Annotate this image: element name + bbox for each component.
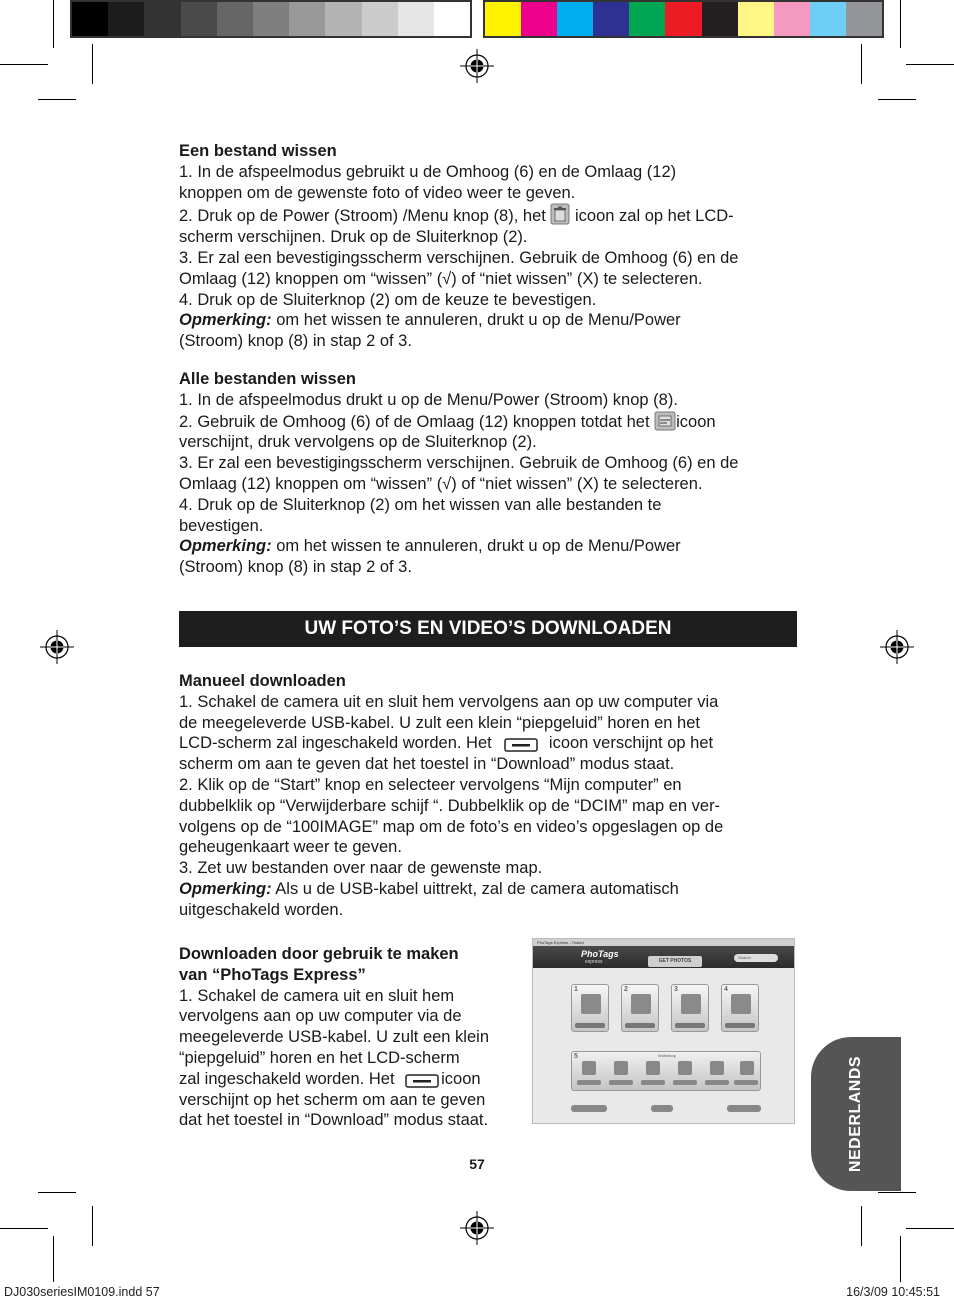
- step-tiles: [571, 984, 759, 1032]
- tools-icon: [631, 994, 651, 1014]
- color-swatch: [702, 2, 738, 36]
- note-label: Opmerking:: [179, 311, 272, 330]
- color-swatch: [144, 2, 180, 36]
- tile-number: 1: [574, 986, 578, 993]
- workshop-tool-icon[interactable]: [582, 1061, 596, 1075]
- text-line: [179, 1069, 529, 1090]
- registration-mark-icon: [460, 1211, 494, 1245]
- registration-mark-icon: [460, 49, 494, 83]
- text-line: verschijnt, druk vervolgens op de Sluiterknop (2).: [179, 433, 537, 452]
- step-tile[interactable]: [671, 984, 709, 1032]
- registration-mark-icon: [40, 630, 74, 664]
- text-line: 3. Zet uw bestanden over naar de gewenste map.: [179, 859, 543, 878]
- crop-mark: [861, 44, 862, 84]
- text-line: dat het toestel in “Download” modus staat.: [179, 1111, 489, 1130]
- text-fragment: 2. Gebruik de Omhoog (6) of de Omlaag (12) knoppen totdat het: [179, 412, 655, 431]
- section-photags-download: [179, 944, 529, 1131]
- color-swatch: [181, 2, 217, 36]
- section-delete-one-file: [179, 141, 799, 352]
- help-button[interactable]: [651, 1105, 673, 1112]
- tile-label: [675, 1023, 705, 1028]
- text-line: (Stroom) knop (8) in stap 2 of 3.: [179, 558, 412, 577]
- crop-mark: [0, 64, 48, 65]
- text-line: scherm verschijnen. Druk op de Sluiterknop (2).: [179, 228, 528, 247]
- text-line: 2. Klik op de “Start” knop en selecteer vervolgens “Mijn computer” en: [179, 775, 682, 794]
- section-manual-download: [179, 671, 799, 921]
- crop-mark: [0, 1228, 48, 1229]
- exit-button[interactable]: [727, 1105, 761, 1112]
- tile-number: 4: [724, 986, 728, 993]
- text-line: 1. Schakel de camera uit en sluit hem: [179, 986, 455, 1005]
- color-swatch: [289, 2, 325, 36]
- get-photos-button[interactable]: GET PHOTOS: [648, 956, 702, 967]
- crop-mark: [38, 99, 76, 100]
- text-line: volgens op de “100IMAGE” map om de foto’s en video’s opgeslagen op de: [179, 817, 724, 836]
- text-line: dubbelklik op “Verwijderbare schijf “. Dubbelklik op de “DCIM” map en ver-: [179, 796, 721, 815]
- tile-number: 2: [624, 986, 628, 993]
- text-fragment: icoon zal op het LCD-: [570, 207, 734, 226]
- step-tile[interactable]: [571, 984, 609, 1032]
- text-line: knoppen om de gewenste foto of video weer te geven.: [179, 183, 576, 202]
- text-line: 1. Schakel de camera uit en sluit hem vervolgens aan op uw computer via: [179, 692, 719, 711]
- crop-mark: [900, 1236, 901, 1282]
- color-swatch: [485, 2, 521, 36]
- color-swatch: [738, 2, 774, 36]
- color-swatch: [108, 2, 144, 36]
- color-swatch: [774, 2, 810, 36]
- text-line: 1. In de afspeelmodus drukt u op de Menu/Power (Stroom) knop (8).: [179, 390, 678, 409]
- preferences-button[interactable]: [571, 1105, 607, 1112]
- crop-mark: [861, 1206, 862, 1246]
- text-line: Omlaag (12) knoppen om “wissen” (√) of “niet wissen” (X) te selecteren.: [179, 474, 703, 493]
- color-swatch: [629, 2, 665, 36]
- note: [179, 310, 799, 331]
- language-label: NEDERLANDS: [847, 1055, 864, 1173]
- grayscale-color-bar: [70, 0, 472, 38]
- workshop-tool-label: [734, 1080, 758, 1085]
- footer-filename: DJ030seriesIM0109.indd 57: [4, 1285, 160, 1299]
- registration-mark-icon: [880, 630, 914, 664]
- color-swatch: [362, 2, 398, 36]
- share-icon: [731, 994, 751, 1014]
- color-swatch: [665, 2, 701, 36]
- text-line: [179, 411, 799, 433]
- color-swatch: [325, 2, 361, 36]
- workshop-tool-icon[interactable]: [710, 1061, 724, 1075]
- usb-download-icon: [405, 1074, 439, 1088]
- text-line: scherm om aan te geven dat het toestel in “Download” modus staat.: [179, 755, 675, 774]
- tile-number: 3: [674, 986, 678, 993]
- workshop-tool-icon[interactable]: [678, 1061, 692, 1075]
- photags-express-screenshot: [532, 938, 795, 1124]
- window-titlebar: PhoTags Express - Trialed: [533, 939, 794, 946]
- workshop-title: Workshop: [658, 1053, 676, 1058]
- usb-download-icon: [504, 738, 538, 752]
- workshop-tool-icon[interactable]: [740, 1061, 754, 1075]
- color-swatch: [521, 2, 557, 36]
- workshop-tool-icon[interactable]: [614, 1061, 628, 1075]
- color-swatch: [217, 2, 253, 36]
- section-header: UW FOTO’S EN VIDEO’S DOWNLOADEN: [179, 611, 797, 647]
- step-tile[interactable]: [721, 984, 759, 1032]
- crop-mark: [878, 1192, 916, 1193]
- text-fragment: 2. Druk op de Power (Stroom) /Menu knop (8), het: [179, 207, 551, 226]
- workshop-tool-label: [641, 1080, 665, 1085]
- photags-logo: PhoTags: [581, 949, 619, 959]
- note: [179, 536, 799, 557]
- note-label: Opmerking:: [179, 879, 272, 898]
- section-title: van “PhoTags Express”: [179, 965, 366, 984]
- crop-mark: [38, 1192, 76, 1193]
- cmyk-color-bar: [483, 0, 884, 38]
- search-field[interactable]: Search: [734, 954, 778, 962]
- text-fragment: icoon: [676, 412, 716, 431]
- color-swatch: [434, 2, 470, 36]
- crop-mark: [53, 1236, 54, 1282]
- text-line: Omlaag (12) knoppen om “wissen” (√) of “niet wissen” (X) te selecteren.: [179, 269, 703, 288]
- text-line: 4. Druk op de Sluiterknop (2) om het wissen van alle bestanden te: [179, 495, 662, 514]
- text-line: [179, 203, 799, 227]
- text-line: 3. Er zal een bevestigingsscherm verschijnen. Gebruik de Omhoog (6) en de: [179, 454, 739, 473]
- section-title: Downloaden door gebruik te maken: [179, 945, 459, 963]
- color-swatch: [810, 2, 846, 36]
- text-line: 3. Er zal een bevestigingsscherm verschijnen. Gebruik de Omhoog (6) en de: [179, 248, 739, 267]
- text-line: (Stroom) knop (8) in stap 2 of 3.: [179, 332, 412, 351]
- workshop-tool-label: [705, 1080, 729, 1085]
- text-fragment: LCD-scherm zal ingeschakeld worden. Het: [179, 734, 497, 753]
- text-fragment: icoon verschijnt op het: [544, 734, 714, 753]
- text-line: geheugenkaart weer te geven.: [179, 838, 402, 857]
- workshop-tool-label: [609, 1080, 633, 1085]
- note-label: Opmerking:: [179, 537, 272, 556]
- photags-logo-sub: express: [585, 959, 603, 965]
- text-line: 4. Druk op de Sluiterknop (2) om de keuze te bevestigen.: [179, 290, 597, 309]
- tag-icon: [681, 994, 701, 1014]
- color-swatch: [593, 2, 629, 36]
- footer-timestamp: 16/3/09 10:45:51: [846, 1285, 940, 1299]
- color-swatch: [846, 2, 882, 36]
- note-text: om het wissen te annuleren, drukt u op de Menu/Power: [271, 537, 681, 556]
- crop-mark: [900, 0, 901, 48]
- note-text: om het wissen te annuleren, drukt u op de Menu/Power: [271, 311, 681, 330]
- text-line: uitgeschakeld worden.: [179, 900, 344, 919]
- delete-trash-icon: [550, 203, 570, 225]
- section-title: Alle bestanden wissen: [179, 370, 356, 388]
- text-fragment: icoon: [441, 1069, 481, 1088]
- note: [179, 879, 799, 900]
- photo-icon: [581, 994, 601, 1014]
- crop-mark: [53, 0, 54, 48]
- tile-label: [625, 1023, 655, 1028]
- text-line: [179, 733, 799, 754]
- workshop-number: 5: [574, 1053, 578, 1060]
- color-swatch: [557, 2, 593, 36]
- note-text: Als u de USB-kabel uittrekt, zal de camera automatisch: [271, 879, 679, 898]
- text-line: verschijnt op het scherm om aan te geven: [179, 1090, 486, 1109]
- section-title: Een bestand wissen: [179, 142, 337, 160]
- crop-mark: [906, 1228, 954, 1229]
- step-tile[interactable]: [621, 984, 659, 1032]
- language-tab: [811, 1037, 901, 1191]
- crop-mark: [92, 1206, 93, 1246]
- color-swatch: [253, 2, 289, 36]
- workshop-tool-icon[interactable]: [646, 1061, 660, 1075]
- delete-all-icon: [654, 411, 676, 431]
- crop-mark: [906, 64, 954, 65]
- workshop-tool-label: [673, 1080, 697, 1085]
- text-line: meegeleverde USB-kabel. U zult een klein: [179, 1028, 489, 1047]
- tile-label: [725, 1023, 755, 1028]
- page-number: 57: [469, 1156, 485, 1172]
- crop-mark: [878, 99, 916, 100]
- workshop-tool-label: [577, 1080, 601, 1085]
- text-line: vervolgens aan op uw computer via de: [179, 1007, 462, 1026]
- text-line: de meegeleverde USB-kabel. U zult een klein “piepgeluid” horen en het: [179, 713, 700, 732]
- text-fragment: zal ingeschakeld worden. Het: [179, 1069, 400, 1088]
- text-line: bevestigen.: [179, 516, 264, 535]
- text-line: “piepgeluid” horen en het LCD-scherm: [179, 1048, 460, 1067]
- section-delete-all-files: [179, 369, 799, 578]
- color-swatch: [72, 2, 108, 36]
- text-line: 1. In de afspeelmodus gebruikt u de Omhoog (6) en de Omlaag (12): [179, 162, 677, 181]
- tile-label: [575, 1023, 605, 1028]
- color-swatch: [398, 2, 434, 36]
- workshop-panel: [571, 1051, 761, 1091]
- crop-mark: [92, 44, 93, 84]
- section-title: Manueel downloaden: [179, 672, 346, 690]
